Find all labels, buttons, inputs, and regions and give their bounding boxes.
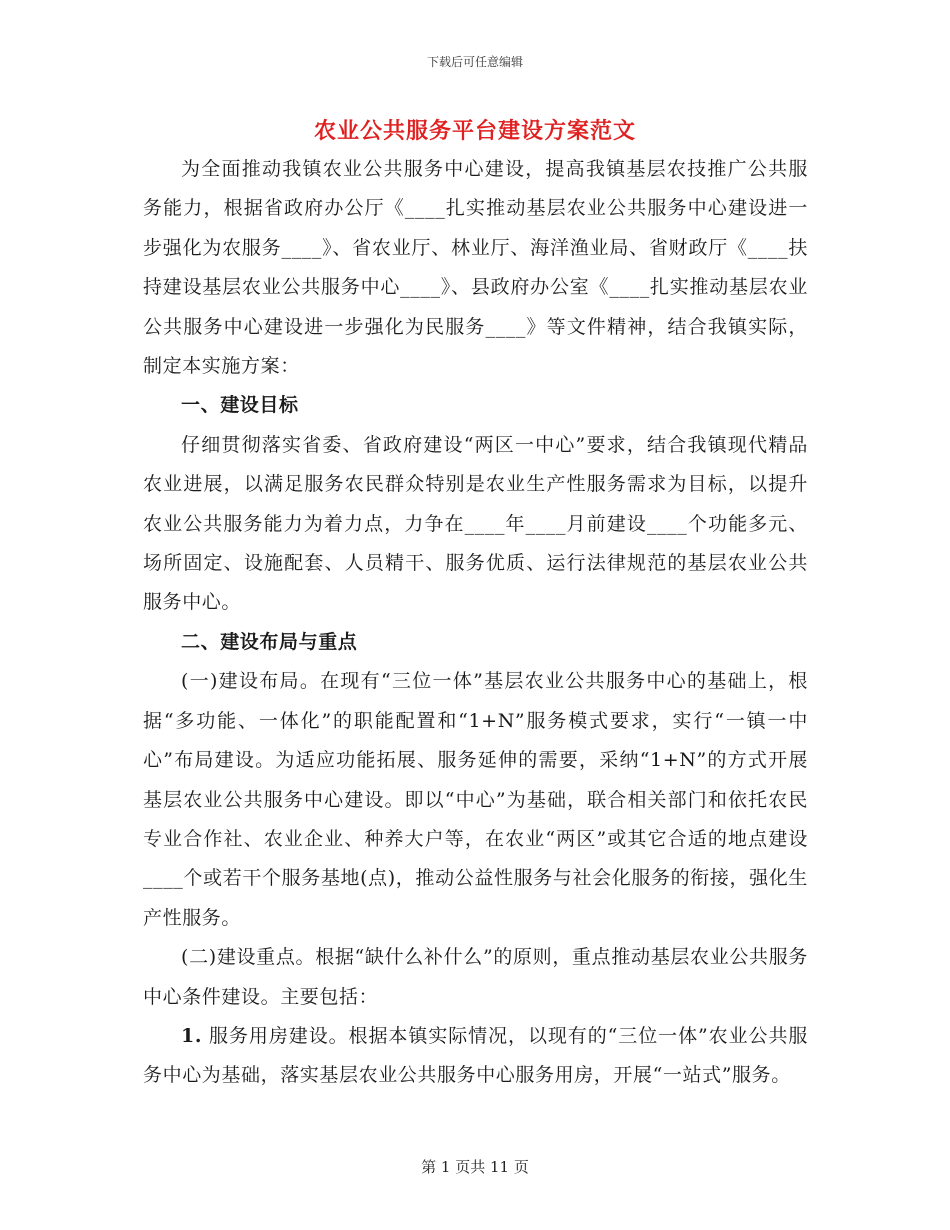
item-1-text: 服务用房建设。根据本镇实际情况，以现有的“三位一体”农业公共服务中心为基础，落实基层农业公共服务中心服务用房，开展“一站式”服务。 — [143, 1024, 809, 1087]
header-note: 下载后可任意编辑 — [426, 55, 523, 69]
layout-paragraph: (一)建设布局。在现有“三位一体”基层农业公共服务中心的基础上，根据“多功能、一体化”的职能配置和“1+N”服务模式要求，实行“一镇一中心”布局建设。为适应功能拓展、服务延伸的需要，采纳“1+N”的方式开展基层农业公共服务中心建设。即以“中心”为基础，联合相关部门和依托农民专业合作社、农业企业、种养大户等，在农业“两区”或其它合适的地点建设____个或若干个服务基地(点)，推动公益性服务与社会化服务的衔接，强化生产性服务。 — [143, 670, 808, 929]
section-heading-goals: 一、建设目标 — [181, 394, 299, 417]
intro-paragraph: 为全面推动我镇农业公共服务中心建设，提高我镇基层农技推广公共服务能力，根据省政府办公厅《____扎实推动基层农业公共服务中心建设进一步强化为农服务____》、省农业厅、林业厅、海洋渔业局、省财政厅《____扶持建设基层农业公共服务中心____》、县政府办公室《____扎实推动基层农业公共服务中心建设进一步强化为民服务____》等文件精神，结合我镇实际，制定本实施方案： — [143, 158, 808, 378]
item-1-paragraph — [143, 1017, 808, 1096]
section-heading-layout: 二、建设布局与重点 — [181, 630, 358, 653]
document-title: 农业公共服务平台建设方案范文 — [313, 118, 636, 144]
goals-paragraph: 仔细贯彻落实省委、省政府建设“两区一中心”要求，结合我镇现代精品农业进展，以满足服务农民群众特别是农业生产性服务需求为目标，以提升农业公共服务能力为着力点，力争在____年____月前建设____个功能多元、场所固定、设施配套、人员精干、服务优质、运行法律规范的基层农业公共服务中心。 — [143, 433, 808, 614]
focus-paragraph: (二)建设重点。根据“缺什么补什么”的原则，重点推动基层农业公共服务中心条件建设。主要包括： — [143, 946, 808, 1008]
item-number: 1. — [181, 1024, 203, 1047]
document-body — [143, 150, 808, 1096]
page-footer: 第 1 页共 11 页 — [421, 1158, 529, 1176]
